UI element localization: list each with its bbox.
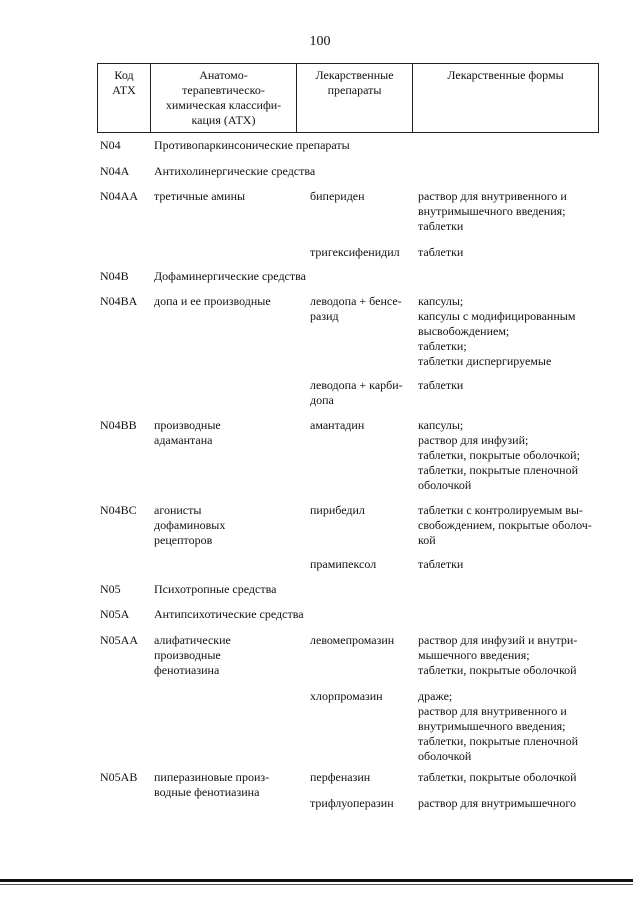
row-drug: левомепромазин bbox=[310, 633, 395, 647]
row-forms: таблетки с контролируемым вы- свобождением, покрытые оболоч- кой bbox=[418, 503, 592, 547]
row-code: N04B bbox=[100, 269, 129, 283]
row-drug: тригексифенидил bbox=[310, 245, 400, 259]
row-classification: Противопаркинсонические препараты bbox=[154, 138, 350, 152]
row-drug: леводопа + бенсе- разид bbox=[310, 294, 402, 323]
row-drug: пирибедил bbox=[310, 503, 365, 517]
bottom-rule bbox=[0, 879, 633, 882]
row-drug: трифлуоперазин bbox=[310, 796, 394, 810]
header-classification: Анатомо- терапевтическо- химическая классифи- кация (АТХ) bbox=[151, 64, 297, 133]
row-forms: таблетки bbox=[418, 378, 464, 392]
row-drug: прамипексол bbox=[310, 557, 377, 571]
row-forms: капсулы; капсулы с модифицированным высвобождением; таблетки; таблетки диспергируемые bbox=[418, 294, 576, 368]
row-code: N04BC bbox=[100, 503, 137, 517]
row-forms: таблетки, покрытые оболочкой bbox=[418, 770, 577, 784]
row-forms: таблетки bbox=[418, 557, 464, 571]
row-classification: Антихолинергические средства bbox=[154, 164, 316, 178]
row-forms: раствор для внутримышечного bbox=[418, 796, 576, 810]
row-code: N05AA bbox=[100, 633, 138, 647]
row-classification: Дофаминергические средства bbox=[154, 269, 306, 283]
page-number: 100 bbox=[309, 34, 331, 49]
header-code: Код АТХ bbox=[98, 64, 151, 133]
bottom-rule-thin bbox=[0, 884, 633, 885]
row-forms: капсулы; раствор для инфузий; таблетки, покрытые оболочкой; таблетки, покрытые пленочной оболочкой bbox=[418, 418, 580, 492]
row-classification: алифатические производные фенотиазина bbox=[154, 633, 231, 677]
row-code: N05 bbox=[100, 582, 121, 596]
row-code: N05A bbox=[100, 607, 130, 621]
row-classification: производные адамантана bbox=[154, 418, 221, 447]
row-drug: бипериден bbox=[310, 189, 365, 203]
row-code: N04AA bbox=[100, 189, 138, 203]
row-classification: Антипсихотические средства bbox=[154, 607, 304, 621]
row-forms: таблетки bbox=[418, 245, 464, 259]
row-code: N04 bbox=[100, 138, 121, 152]
row-forms: раствор для внутривенного и внутримышечного введения; таблетки bbox=[418, 189, 567, 233]
row-classification: допа и ее производные bbox=[154, 294, 271, 308]
header-drugs: Лекарственные препараты bbox=[297, 64, 413, 133]
row-classification: третичные амины bbox=[154, 189, 246, 203]
row-classification: агонисты дофаминовых рецепторов bbox=[154, 503, 226, 547]
row-drug: перфеназин bbox=[310, 770, 371, 784]
row-drug: амантадин bbox=[310, 418, 365, 432]
row-drug: хлорпромазин bbox=[310, 689, 383, 703]
row-code: N04BB bbox=[100, 418, 137, 432]
row-code: N04A bbox=[100, 164, 130, 178]
row-forms: драже; раствор для внутривенного и внутримышечного введения; таблетки, покрытые пленочной оболочкой bbox=[418, 689, 579, 763]
row-code: N05AB bbox=[100, 770, 138, 784]
row-classification: пиперазиновые произ- водные фенотиазина bbox=[154, 770, 270, 799]
row-classification: Психотропные средства bbox=[154, 582, 277, 596]
row-code: N04BA bbox=[100, 294, 138, 308]
row-forms: раствор для инфузий и внутри- мышечного введения; таблетки, покрытые оболочкой bbox=[418, 633, 578, 677]
row-drug: леводопа + карби- допа bbox=[310, 378, 403, 407]
header-forms: Лекарственные формы bbox=[413, 64, 599, 133]
